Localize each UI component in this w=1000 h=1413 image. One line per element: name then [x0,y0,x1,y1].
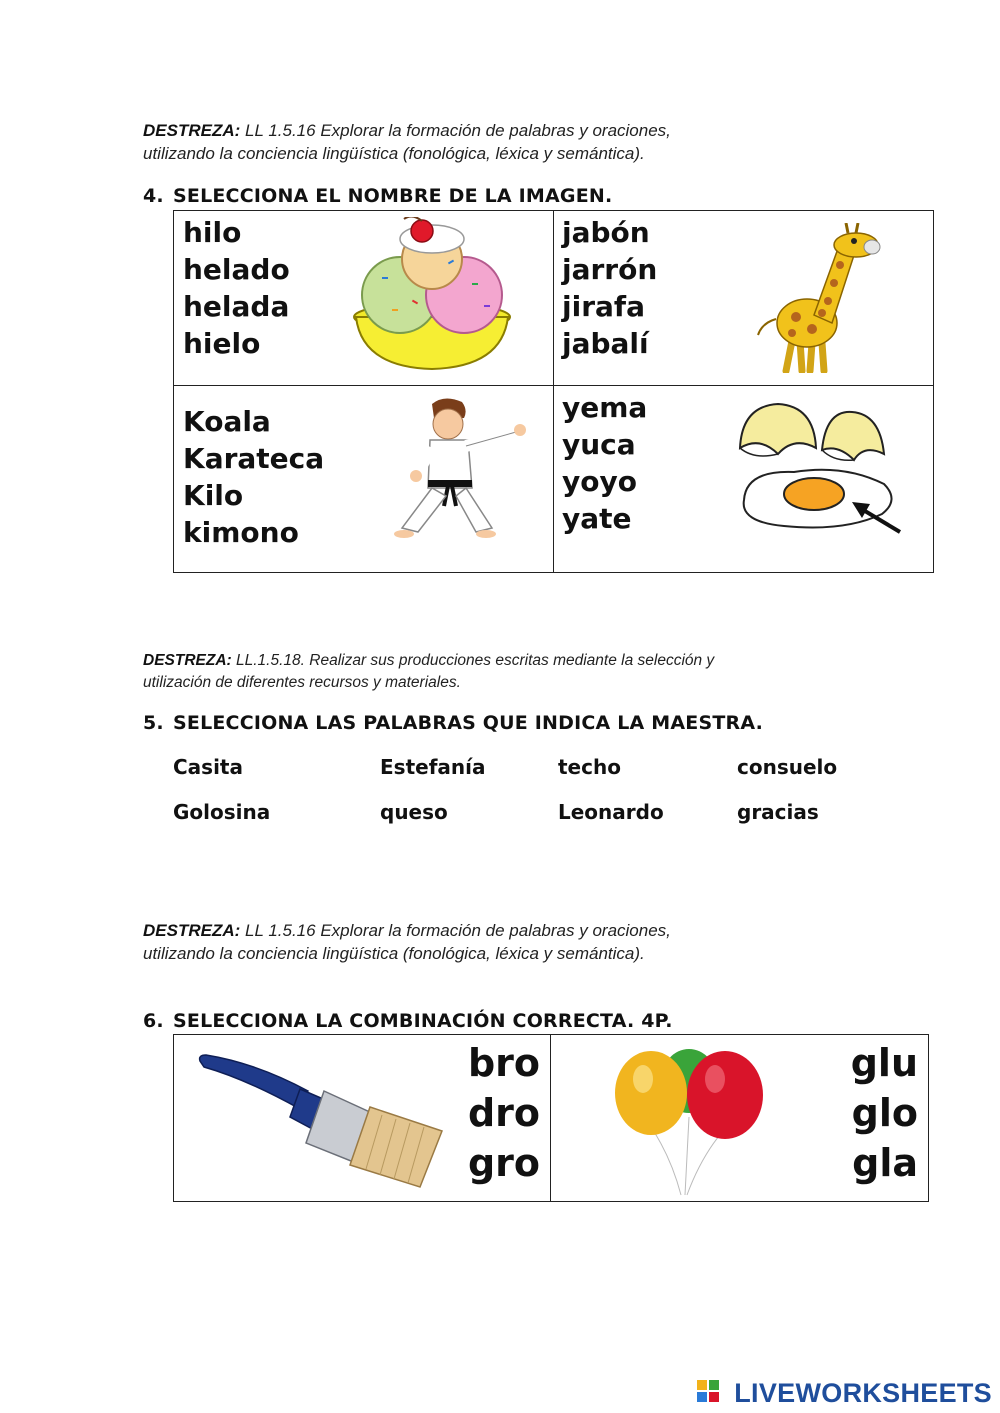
eggs-yolk-icon [734,400,904,536]
syllable-option[interactable]: glo [851,1091,918,1135]
word-option[interactable]: Kilo [183,479,244,512]
destreza-label: DESTREZA: [143,652,232,669]
destreza-text: LL 1.5.16 Explorar la formación de palabras y oraciones, [240,121,671,140]
cell-karate [174,386,554,573]
karate-boy-icon [388,396,528,542]
word-option[interactable]: jabalí [562,327,649,360]
section-4-table [173,210,934,573]
destreza-label: DESTREZA: [143,921,241,940]
word-option[interactable]: helada [183,290,290,323]
section-title: SELECCIONA LA COMBINACIÓN CORRECTA. 4P. [173,1010,673,1032]
word-option[interactable]: jirafa [562,290,645,323]
syllable-options [468,1038,540,1188]
cell-ice-cream [174,211,554,386]
word-option[interactable]: Koala [183,405,271,438]
section-number: 4. [143,185,164,207]
word-option[interactable]: kimono [183,516,299,549]
cell-eggs [554,386,934,573]
word-option[interactable]: jabón [562,216,650,249]
word-option[interactable]: yoyo [562,465,637,498]
cell-paintbrush [174,1035,551,1202]
destreza-text: utilización de diferentes recursos y materiales. [143,674,461,691]
word-option[interactable]: yema [562,391,648,424]
giraffe-icon [752,223,882,373]
word-option[interactable]: yuca [562,428,636,461]
liveworksheets-brand: LIVEWORKSHEETS [734,1378,992,1408]
section-5-heading [143,712,763,734]
word-options [562,389,647,537]
selectable-word[interactable]: Leonardo [558,800,664,824]
selectable-word[interactable]: techo [558,755,621,779]
section-title: SELECCIONA LAS PALABRAS QUE INDICA LA MAESTRA. [173,712,764,734]
paintbrush-icon [196,1051,446,1191]
destreza-block-3 [143,919,863,965]
word-option[interactable]: jarrón [562,253,658,286]
section-title: SELECCIONA EL NOMBRE DE LA IMAGEN. [173,185,613,207]
selectable-word[interactable]: consuelo [737,755,838,779]
word-option[interactable]: hielo [183,327,261,360]
destreza-text: LL.1.5.18. Realizar sus producciones escritas mediante la selección y [231,652,715,669]
syllable-options [851,1038,918,1188]
section-number: 5. [143,712,164,734]
destreza-label: DESTREZA: [143,121,241,140]
destreza-text: LL 1.5.16 Explorar la formación de palabras y oraciones, [240,921,671,940]
word-option[interactable]: hilo [183,216,242,249]
word-options [183,403,324,551]
selectable-word[interactable]: Estefanía [380,755,486,779]
cell-balloons [551,1035,929,1202]
ice-cream-bowl-icon [352,217,512,377]
word-options [183,214,290,362]
cell-giraffe [554,211,934,386]
word-option[interactable]: yate [562,502,632,535]
balloons-icon [611,1047,771,1197]
selectable-word[interactable]: Casita [173,755,243,779]
syllable-option[interactable]: bro [467,1041,540,1085]
destreza-text: utilizando la conciencia lingüística (fonológica, léxica y semántica). [143,144,645,163]
destreza-text: utilizando la conciencia lingüística (fonológica, léxica y semántica). [143,944,645,963]
selectable-word[interactable]: Golosina [173,800,271,824]
word-option[interactable]: helado [183,253,290,286]
section-4-heading [143,185,612,207]
syllable-option[interactable]: dro [467,1091,540,1135]
section-6-heading [143,1010,673,1032]
selectable-word[interactable]: gracias [737,800,819,824]
liveworksheets-logo-icon [697,1380,719,1402]
destreza-block-2 [143,650,843,694]
word-option[interactable]: Karateca [183,442,325,475]
syllable-option[interactable]: gla [852,1141,918,1185]
syllable-option[interactable]: glu [850,1041,918,1085]
selectable-word[interactable]: queso [380,800,448,824]
syllable-option[interactable]: gro [467,1141,540,1185]
destreza-block-1 [143,119,863,165]
section-6-table [173,1034,929,1202]
section-number: 6. [143,1010,164,1032]
word-options [562,214,657,362]
